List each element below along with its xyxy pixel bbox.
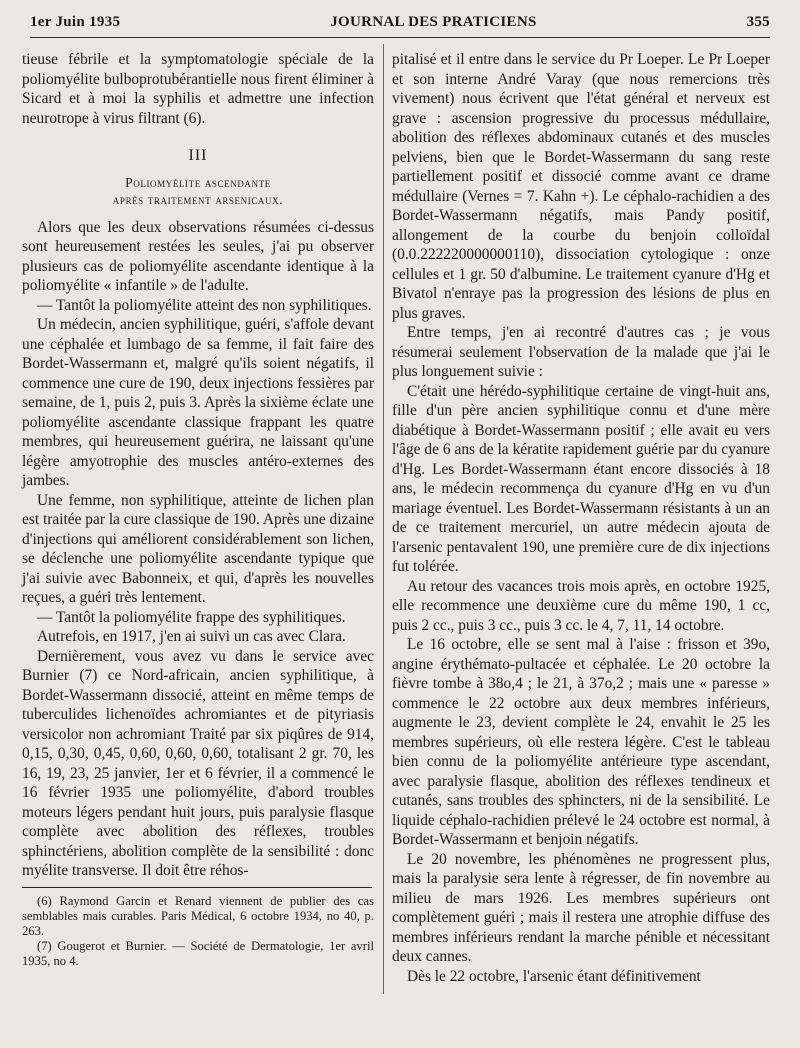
footnote-6: (6) Raymond Garcin et Renard viennent de publier des cas semblables mais curables. Paris Médical, 6 octobre 1934, no 40, p. 263. bbox=[22, 893, 374, 938]
right-column bbox=[392, 50, 770, 986]
page-number: 355 bbox=[746, 14, 770, 30]
paragraph: — Tantôt la poliomyélite atteint des non syphilitiques. bbox=[37, 296, 372, 314]
section-number: III bbox=[188, 147, 208, 164]
section-title-line-1: Poliomyélite ascendante bbox=[125, 174, 271, 190]
header-rule bbox=[30, 37, 770, 38]
paragraph: C'était une hérédo-syphilitique certaine de vingt-huit ans, fille d'un père ancien syphilitique connu et d'une mère diabétique à Bordet-Wassermann positif ; elle avait eu vers l'âge de 6 ans de la kératite rapidement guérie par du cyanure d'Hg. Les Bordet-Wassermann étant encore dissociés à 18 ans, le médecin recommença du cyanure d'Hg en vu d'un mariage éventuel. Les Bordet-Wassermann résistants à un an de ce traitement mercuriel, un autre médecin ajouta de l'arsenic pentavalent 190, une première cure de dix injections fut tolérée. bbox=[392, 382, 770, 575]
column-divider bbox=[383, 44, 384, 994]
journal-title: JOURNAL DES PRATICIENS bbox=[330, 14, 537, 30]
paragraph: pitalisé et il entre dans le service du Pr Loeper. Le Pr Loeper et son interne André Varay (que nous remercions très vivement) nous écrivent que l'état général et nerveux est grave : ascension progressive du processus médullaire, abolition des réflexes abdominaux cutanés et des muscles pelviens, bien que le Bordet-Wassermann du sang reste partiellement positif et dissocié comme avant ce drame médullaire (Vernes = 7. Kahn +). Le céphalo-rachidien a des Bordet-Wassermann négatifs, mais Pandy positif, allongement de la courbe du benjoin colloïdal (0.0.222220000000110), dissociation cytologique : onze cellules et 1 gr. 50 d'albumine. Le traitement cyanure d'Hg et Bivatol n'enraye pas la progression des lésions de plus en plus graves. bbox=[392, 51, 770, 322]
section-title bbox=[22, 174, 374, 208]
paragraph: Un médecin, ancien syphilitique, guéri, s'affole devant une céphalée et lumbago de sa femme, il fait faire des Bordet-Wassermann et, malgré qu'ils soient négatifs, il commence une cure de 190, deux injections fessières par semaine, de 1, puis 2, puis 3. Après la sixième éclate une poliomyélite ascendante classique frappant les quatre membres, qui heureusement guérira, ne laissant qu'une légère amyotrophie des muscles antéro-externes des jambes. bbox=[22, 316, 374, 489]
footnote-rule bbox=[22, 887, 372, 888]
paragraph: Entre temps, j'en ai recontré d'autres cas ; je vous résumerai seulement l'observation de la malade que j'ai le plus longuement suivie : bbox=[392, 324, 770, 380]
section-title-line-2: après traitement arsenicaux. bbox=[112, 191, 284, 207]
paragraph: Autrefois, en 1917, j'en ai suivi un cas avec Clara. bbox=[37, 628, 346, 645]
paragraph: Le 16 octobre, elle se sent mal à l'aise : frisson et 39o, angine érythémato-pultacée et céphalée. Le 20 octobre la fièvre tombe à 38o,4 ; le 21, à 37o,2 ; mais une « paresse » commence le 22 octobre aux deux membres inférieurs, augmente le 23, devient complète le 24, envahit le 25 les membres supérieurs, où elle restera légère. C'est le tableau bien connu de la poliomyélite antérieure type ascendant, avec paralysie flasque, abolition des réflexes tendineux et cutanés, sans troubles des sphincters, ni de la sensibilité. Le liquide céphalo-rachidien prélevé le 24 octobre est normal, à Bordet-Wassermann et benjoin négatifs. bbox=[392, 636, 770, 848]
paragraph: Alors que les deux observations résumées ci-dessus sont heureusement restées les seules, j'ai pu observer plusieurs cas de poliomyélite ascendante identique à la poliomyélite « infantile » de l'adulte. bbox=[22, 218, 374, 294]
issue-date: 1er Juin 1935 bbox=[30, 14, 121, 30]
paragraph: Dès le 22 octobre, l'arsenic étant définitivement bbox=[407, 967, 701, 985]
paragraph: — Tantôt la poliomyélite frappe des syphilitiques. bbox=[37, 608, 346, 626]
left-column bbox=[22, 50, 374, 970]
paragraph: Dernièrement, vous avez vu dans le service avec Burnier (7) ce Nord-africain, ancien syphilitique, à Bordet-Wassermann dissocié, atteint en même temps de tuberculides lichenoïdes achromiantes et de pityriasis versicolor non achromiant Traité par six piqûres de 914, 0,15, 0,30, 0,45, 0,60, 0,60, 0,60, totalisant 2 gr. 70, les 16, 19, 23, 25 janvier, 1er et 6 février, il a commencé le 16 février 1935 une poliomyélite, d'abord troubles moteurs légers pendant huit jours, puis paralysie flasque complète avec abolition des réflexes, troubles sphinctériens, abolition complète de la sensibilité : donc myélite transverse. Il doit être réhos- bbox=[22, 647, 374, 879]
paragraph: Au retour des vacances trois mois après, en octobre 1925, elle recommence une deuxième cure du même 190, 1 cc, puis 2 cc., puis 3 cc., puis 3 cc. le 4, 7, 11, 14 octobre. bbox=[392, 577, 770, 634]
paragraph: Une femme, non syphilitique, atteinte de lichen plan est traitée par la cure classique de 190. Après une dizaine d'injections qui améliorent considérablement son lichen, se déclenche une poliomyélite ascendante typique que j'ai suivie avec Babonneix, et qui, d'après les nouvelles reçues, a guéri très lentement. bbox=[22, 491, 374, 606]
paragraph: tieuse fébrile et la symptomatologie spéciale de la poliomyélite bulboprotubérantielle nous firent éliminer à Sicard et à moi la syphilis et admettre une infection neurotrope à virus filtrant (6). bbox=[22, 51, 374, 127]
paragraph: Le 20 novembre, les phénomènes ne progressent plus, mais la paralysie sera lente à régresser, de fin novembre au milieu de mars 1926. Les membres supérieurs ont complètement guéri ; mais il restera une atrophie diffuse des membres inférieurs rendant la marche pénible et nécessitant deux cannes. bbox=[392, 850, 770, 965]
page-header bbox=[30, 14, 770, 36]
footnote-7: (7) Gougerot et Burnier. — Société de Dermatologie, 1er avril 1935, no 4. bbox=[22, 939, 374, 969]
